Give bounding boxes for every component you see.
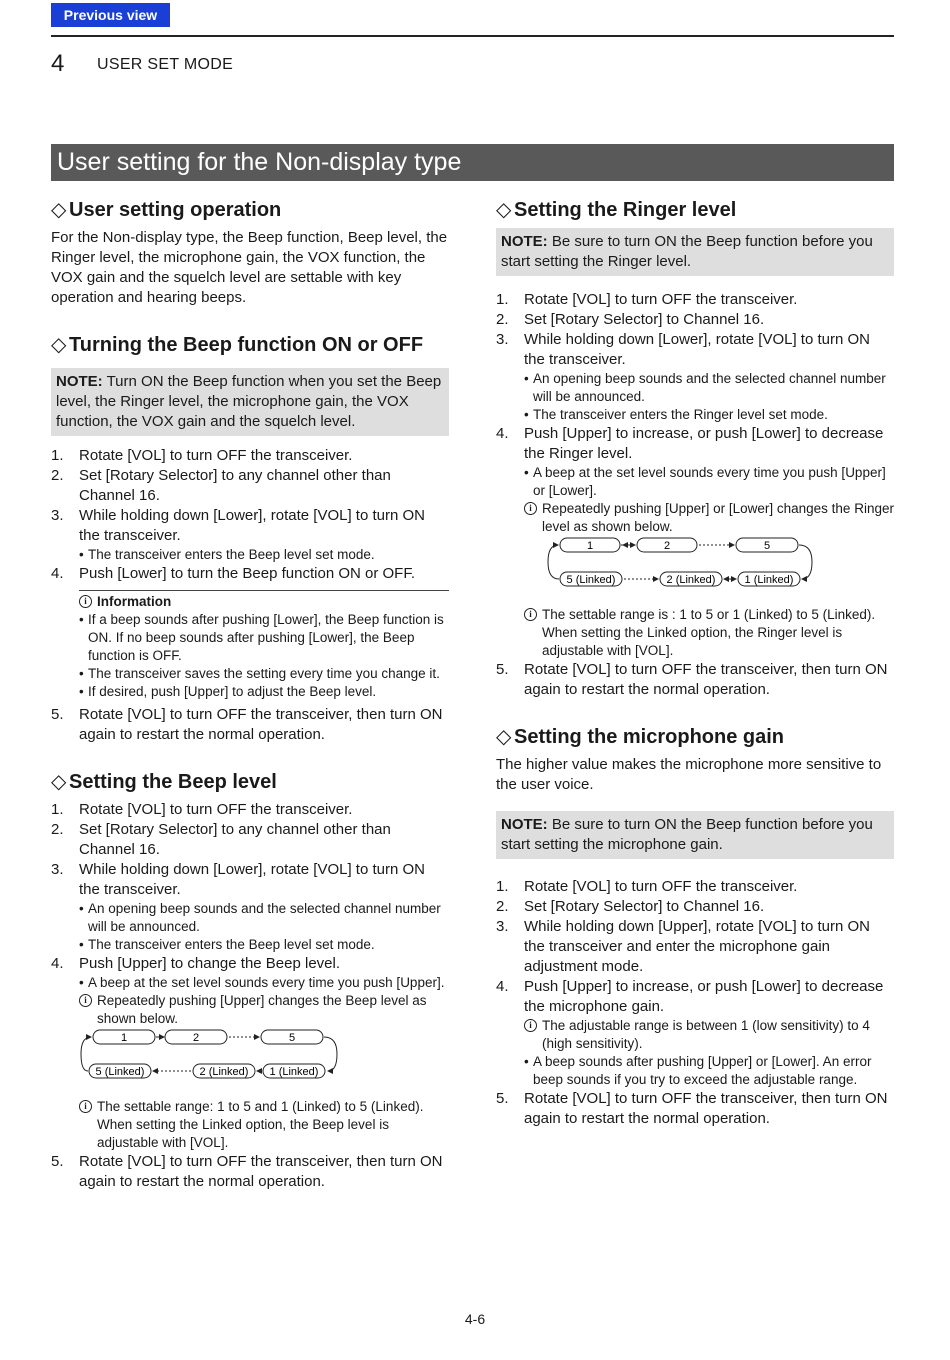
step-item: 1. Rotate [VOL] to turn OFF the transceiver. bbox=[496, 878, 798, 895]
section-heading: ◇ Setting the microphone gain bbox=[496, 726, 785, 748]
step-item: 5. Rotate [VOL] to turn OFF the transceiver, then turn ON again to restart the normal operation. bbox=[496, 661, 888, 698]
ringer-level-cycle-diagram bbox=[520, 536, 820, 592]
level-label: 2 (Linked) bbox=[199, 1066, 249, 1078]
section-banner: User setting for the Non-display type bbox=[51, 144, 894, 181]
step-item: 4. Push [Upper] to change the Beep level. bbox=[51, 955, 341, 972]
bullet-item: • If a beep sounds after pushing [Lower], the Beep function is ON. If no beep sounds after pushing [Lower], the Beep function is OFF. bbox=[79, 611, 449, 665]
level-label: 1 bbox=[120, 1032, 128, 1044]
step-item: 2. Set [Rotary Selector] to Channel 16. bbox=[496, 898, 765, 915]
diamond-icon: ◇ bbox=[496, 726, 512, 748]
diamond-icon: ◇ bbox=[51, 334, 67, 356]
step-item: 3. While holding down [Lower], rotate [VOL] to turn ON the transceiver. bbox=[51, 861, 426, 898]
info-icon: i bbox=[524, 1019, 537, 1032]
page-number: 4-6 bbox=[464, 1311, 486, 1327]
bullet-item: • An opening beep sounds and the selected channel number will be announced. bbox=[79, 900, 449, 936]
info-bullet: i Repeatedly pushing [Upper] changes the Beep level as shown below. bbox=[79, 992, 449, 1028]
level-label: 1 bbox=[586, 540, 594, 552]
header-rule bbox=[51, 35, 894, 37]
section-heading: ◇ Setting the Ringer level bbox=[496, 199, 737, 221]
step-item: 2. Set [Rotary Selector] to any channel other than Channel 16. bbox=[51, 467, 391, 504]
step-item: 3. While holding down [Upper], rotate [VOL] to turn ON the transceiver and enter the microphone gain adjustment mode. bbox=[496, 918, 871, 975]
section-heading: ◇ Turning the Beep function ON or OFF bbox=[51, 334, 424, 356]
level-label: 2 (Linked) bbox=[666, 574, 716, 586]
step-item: 3. While holding down [Lower], rotate [VOL] to turn ON the transceiver. bbox=[51, 507, 426, 544]
step-list bbox=[496, 290, 894, 700]
bullet-item: • An opening beep sounds and the selected channel number will be announced. bbox=[524, 370, 894, 406]
bullet-item: • The transceiver enters the Beep level set mode. bbox=[79, 546, 449, 564]
step-item: 2. Set [Rotary Selector] to Channel 16. bbox=[496, 311, 765, 328]
step-item: 4. Push [Upper] to increase, or push [Lower] to decrease the Ringer level. bbox=[496, 425, 884, 462]
chapter-number: 4 bbox=[51, 50, 65, 77]
level-label: 5 bbox=[763, 540, 771, 552]
info-icon: i bbox=[79, 994, 92, 1007]
left-column bbox=[51, 197, 449, 1192]
step-list bbox=[51, 800, 449, 1192]
information-heading: i Information bbox=[79, 593, 449, 611]
level-label: 1 (Linked) bbox=[744, 574, 794, 586]
bullet-item: • If desired, push [Upper] to adjust the Beep level. bbox=[79, 683, 449, 701]
intro-paragraph: For the Non-display type, the Beep function, Beep level, the Ringer level, the microphone gain, the VOX function, the VOX gain and the squelch level are settable with key operation and hearing beeps. bbox=[51, 229, 448, 306]
step-item: 5. Rotate [VOL] to turn OFF the transceiver, then turn ON again to restart the normal operation. bbox=[51, 1153, 443, 1190]
info-icon: i bbox=[524, 608, 537, 621]
info-bullet: i Repeatedly pushing [Upper] or [Lower] changes the Ringer level as shown below. bbox=[524, 500, 894, 536]
step-item: 5. Rotate [VOL] to turn OFF the transceiver, then turn ON again to restart the normal operation. bbox=[51, 706, 443, 743]
info-icon: i bbox=[79, 1100, 92, 1113]
level-label: 5 (Linked) bbox=[566, 574, 616, 586]
previous-view-button[interactable]: Previous view bbox=[51, 3, 170, 27]
step-item: 1. Rotate [VOL] to turn OFF the transceiver. bbox=[51, 447, 353, 464]
step-item: 3. While holding down [Lower], rotate [VOL] to turn ON the transceiver. bbox=[496, 331, 871, 368]
bullet-item: • The transceiver saves the setting every time you change it. bbox=[79, 665, 449, 683]
section-heading: ◇ Setting the Beep level bbox=[51, 771, 277, 793]
bullet-item: • A beep sounds after pushing [Upper] or [Lower]. An error beep sounds if you try to exceed the adjustable range. bbox=[524, 1053, 894, 1089]
bullet-item: • A beep at the set level sounds every time you push [Upper]. bbox=[79, 974, 449, 992]
step-item: 1. Rotate [VOL] to turn OFF the transceiver. bbox=[51, 801, 353, 818]
note-box: NOTE: Be sure to turn ON the Beep function before you start setting the microphone gain. bbox=[496, 811, 894, 859]
mic-gain-paragraph: The higher value makes the microphone more sensitive to the user voice. bbox=[496, 756, 882, 793]
info-icon: i bbox=[79, 595, 92, 608]
level-label: 2 bbox=[663, 540, 671, 552]
bullet-item: • A beep at the set level sounds every time you push [Upper] or [Lower]. bbox=[524, 464, 894, 500]
step-item: 4. Push [Lower] to turn the Beep function ON or OFF. bbox=[51, 565, 415, 582]
step-list bbox=[496, 877, 894, 1129]
info-bullet: i The settable range is : 1 to 5 or 1 (Linked) to 5 (Linked). When setting the Linked option, the Ringer level is adjustable with [VOL]. bbox=[524, 606, 894, 660]
note-box: NOTE: Be sure to turn ON the Beep function before you start setting the Ringer level. bbox=[496, 228, 894, 276]
level-label: 2 bbox=[192, 1032, 200, 1044]
information-box bbox=[79, 590, 449, 701]
beep-level-cycle-diagram bbox=[79, 1028, 359, 1084]
info-icon: i bbox=[524, 502, 537, 515]
level-label: 5 bbox=[288, 1032, 296, 1044]
step-list bbox=[51, 446, 449, 745]
diamond-icon: ◇ bbox=[496, 199, 512, 221]
note-box: NOTE: Turn ON the Beep function when you set the Beep level, the Ringer level, the microphone gain, the VOX function, the VOX gain and the squelch level. bbox=[51, 368, 449, 436]
info-bullet: i The settable range: 1 to 5 and 1 (Linked) to 5 (Linked). When setting the Linked option, the Beep level is adjustable with [VOL]. bbox=[79, 1098, 449, 1152]
section-heading: ◇ User setting operation bbox=[51, 199, 282, 221]
step-item: 4. Push [Upper] to increase, or push [Lower] to decrease the microphone gain. bbox=[496, 978, 884, 1015]
step-item: 2. Set [Rotary Selector] to any channel other than Channel 16. bbox=[51, 821, 391, 858]
right-column bbox=[496, 197, 894, 1129]
level-label: 1 (Linked) bbox=[269, 1066, 319, 1078]
step-item: 5. Rotate [VOL] to turn OFF the transceiver, then turn ON again to restart the normal operation. bbox=[496, 1090, 888, 1127]
step-item: 1. Rotate [VOL] to turn OFF the transceiver. bbox=[496, 291, 798, 308]
chapter-title: USER SET MODE bbox=[97, 56, 234, 73]
level-label: 5 (Linked) bbox=[95, 1066, 145, 1078]
diamond-icon: ◇ bbox=[51, 771, 67, 793]
info-bullet: i The adjustable range is between 1 (low sensitivity) to 4 (high sensitivity). bbox=[524, 1017, 894, 1053]
bullet-item: • The transceiver enters the Beep level set mode. bbox=[79, 936, 449, 954]
bullet-item: • The transceiver enters the Ringer level set mode. bbox=[524, 406, 894, 424]
diamond-icon: ◇ bbox=[51, 199, 67, 221]
